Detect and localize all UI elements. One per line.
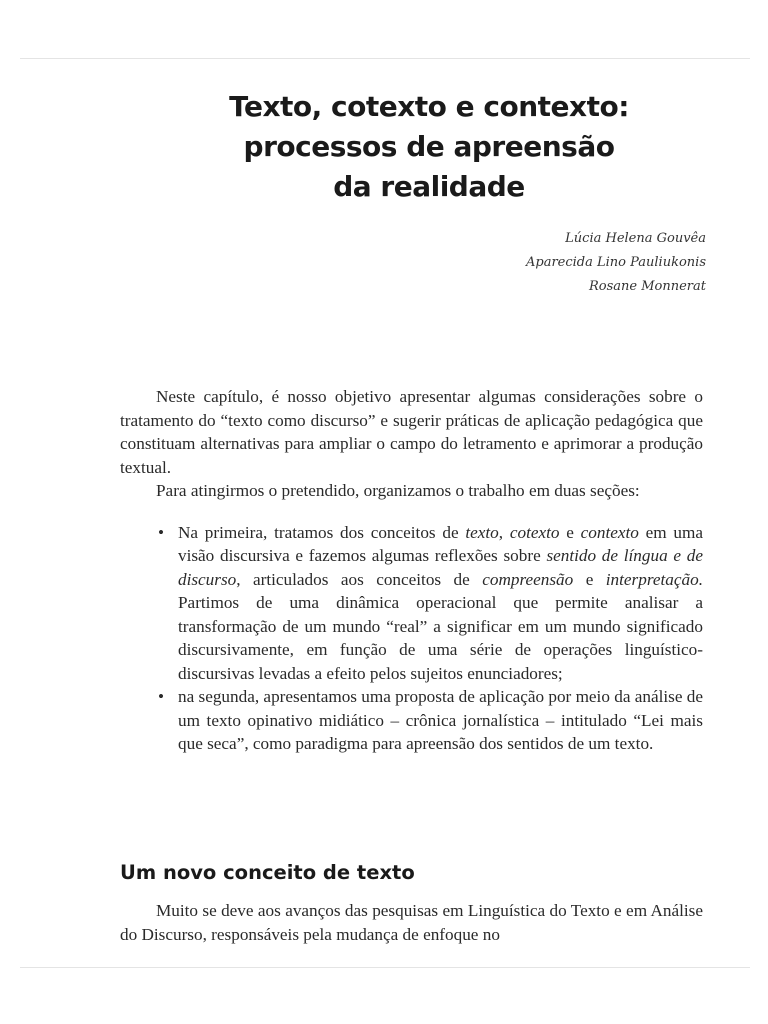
first-section-text-7: Partimos de uma dinâmica operacional que permite analisar a transformação de um mundo “real” a significar em um mundo significado discursivamente, em função de uma série de operações linguístico-discursivas levadas a efeito pelos sujeitos enunciadores; [178, 593, 703, 683]
term-compreensao: compreensão [482, 569, 574, 589]
sections-intro-paragraph: Para atingirmos o pretendido, organizamos o trabalho em duas seções: [156, 481, 640, 500]
author-name-1: Lúcia Helena Gouvêa [565, 231, 706, 246]
list-item-first-section [178, 521, 703, 686]
section-heading: Um novo conceito de texto [120, 861, 415, 884]
term-contexto: contexto [580, 522, 639, 542]
first-section-text-1: Na primeira, tratamos dos conceitos de [178, 522, 466, 542]
first-section-text-6: e [573, 569, 606, 589]
term-cotexto: cotexto [509, 522, 560, 542]
first-section-text-5: , articulados aos conceitos de [236, 569, 483, 589]
chapter-title-line-1: Texto, cotexto e contexto: [229, 90, 629, 123]
list-item-second-section: • na segunda, apresentamos uma proposta de aplicação por meio da análise de um texto opinativo midiático – crônica jornalística – intitulado “Lei mais que seca”, como paradigma para apreensão dos sentidos de um texto. [178, 685, 703, 756]
term-sentido: sentido de língua e de discurso [178, 546, 703, 589]
first-section-text-3: e [559, 522, 581, 542]
first-section-text-4: em uma visão discursiva e fazemos algumas reflexões sobre [178, 522, 704, 565]
section-paragraph: Muito se deve aos avanços das pesquisas em Linguística do Texto e em Análise do Discurso, responsáveis pela mudança de enfoque no [120, 901, 703, 944]
chapter-body [120, 385, 703, 756]
chapter-title [20, 87, 750, 207]
intro-paragraph: Neste capítulo, é nosso objetivo apresentar algumas considerações sobre o tratamento do “texto como discurso” e sugerir práticas de aplicação pedagógica que constituam alternativas para ampliar o campo do letramento e aprimorar a produção textual. [120, 387, 703, 477]
term-interpretacao: interpretação. [605, 569, 703, 589]
first-section-text-2: , [498, 522, 510, 542]
author-list [526, 227, 706, 299]
term-texto: texto [465, 522, 499, 542]
author-name-2: Aparecida Lino Pauliukonis [525, 255, 706, 270]
sections-list [120, 521, 703, 756]
book-page [20, 58, 750, 968]
chapter-title-line-2: processos de apreensão [243, 130, 615, 163]
author-name-3: Rosane Monnerat [589, 279, 706, 294]
chapter-title-line-3: da realidade [333, 170, 525, 203]
